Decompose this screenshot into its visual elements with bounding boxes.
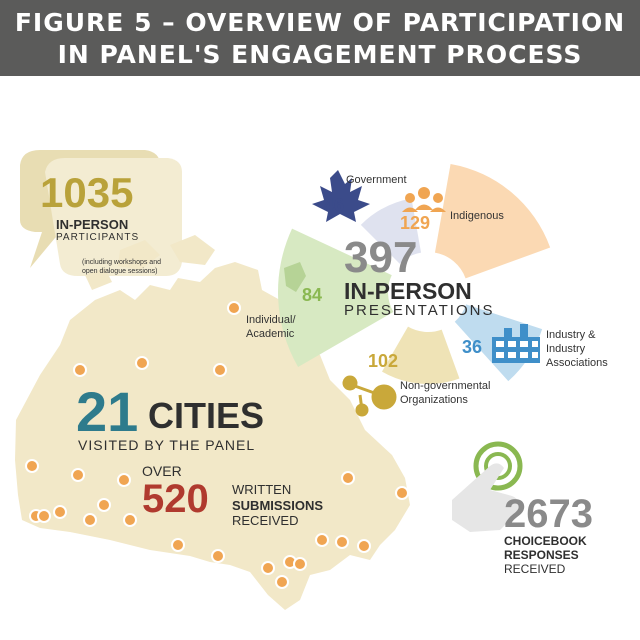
individual-value: 84	[302, 285, 323, 305]
government-value: 46	[324, 195, 345, 215]
industry-label-3: Associations	[546, 357, 608, 369]
government-label: Government	[346, 174, 407, 186]
indigenous-label: Indigenous	[450, 210, 504, 222]
figure-title-line-1: FIGURE 5 – OVERVIEW OF PARTICIPATION	[14, 8, 626, 37]
submissions-over: OVER	[142, 463, 182, 479]
people-group-icon	[402, 187, 446, 212]
choicebook-label-3: RECEIVED	[504, 562, 566, 576]
participants-note-1: (including workshops and	[82, 259, 161, 266]
indigenous-value: 129	[400, 213, 431, 233]
ngo-label-2: Organizations	[400, 394, 468, 406]
industry-label-1: Industry &	[546, 329, 596, 341]
choicebook-label-2: RESPONSES	[504, 548, 579, 562]
submissions-label-1: WRITTEN	[232, 482, 292, 497]
presentations-label-2: PRESENTATIONS	[344, 302, 495, 319]
individual-label-1: Individual/	[246, 314, 296, 326]
ngo-value: 102	[368, 351, 399, 371]
ngo-label-1: Non-governmental	[400, 380, 491, 392]
presentations-label-1: IN-PERSON	[344, 278, 472, 304]
submissions-label-2: SUBMISSIONS	[232, 498, 324, 513]
participants-note-2: open dialogue sessions)	[82, 268, 158, 275]
participants-label-2: PARTICIPANTS	[56, 232, 140, 243]
choicebook-number: 2673	[504, 492, 593, 536]
industry-label-2: Industry	[546, 343, 586, 355]
cities-label: CITIES	[148, 395, 265, 436]
participants-number: 1035	[40, 169, 134, 216]
choicebook-label-1: CHOICEBOOK	[504, 534, 587, 548]
participants-label-1: IN-PERSON	[56, 217, 129, 232]
presentations-number: 397	[344, 233, 418, 282]
industry-value: 36	[462, 337, 483, 357]
submissions-number: 520	[142, 477, 209, 521]
figure-title-line-2: IN PANEL'S ENGAGEMENT PROCESS	[57, 40, 583, 69]
individual-label-2: Academic	[246, 328, 295, 340]
cities-sublabel: VISITED BY THE PANEL	[78, 437, 256, 453]
cities-number: 21	[76, 380, 139, 443]
submissions-label-3: RECEIVED	[232, 513, 299, 528]
